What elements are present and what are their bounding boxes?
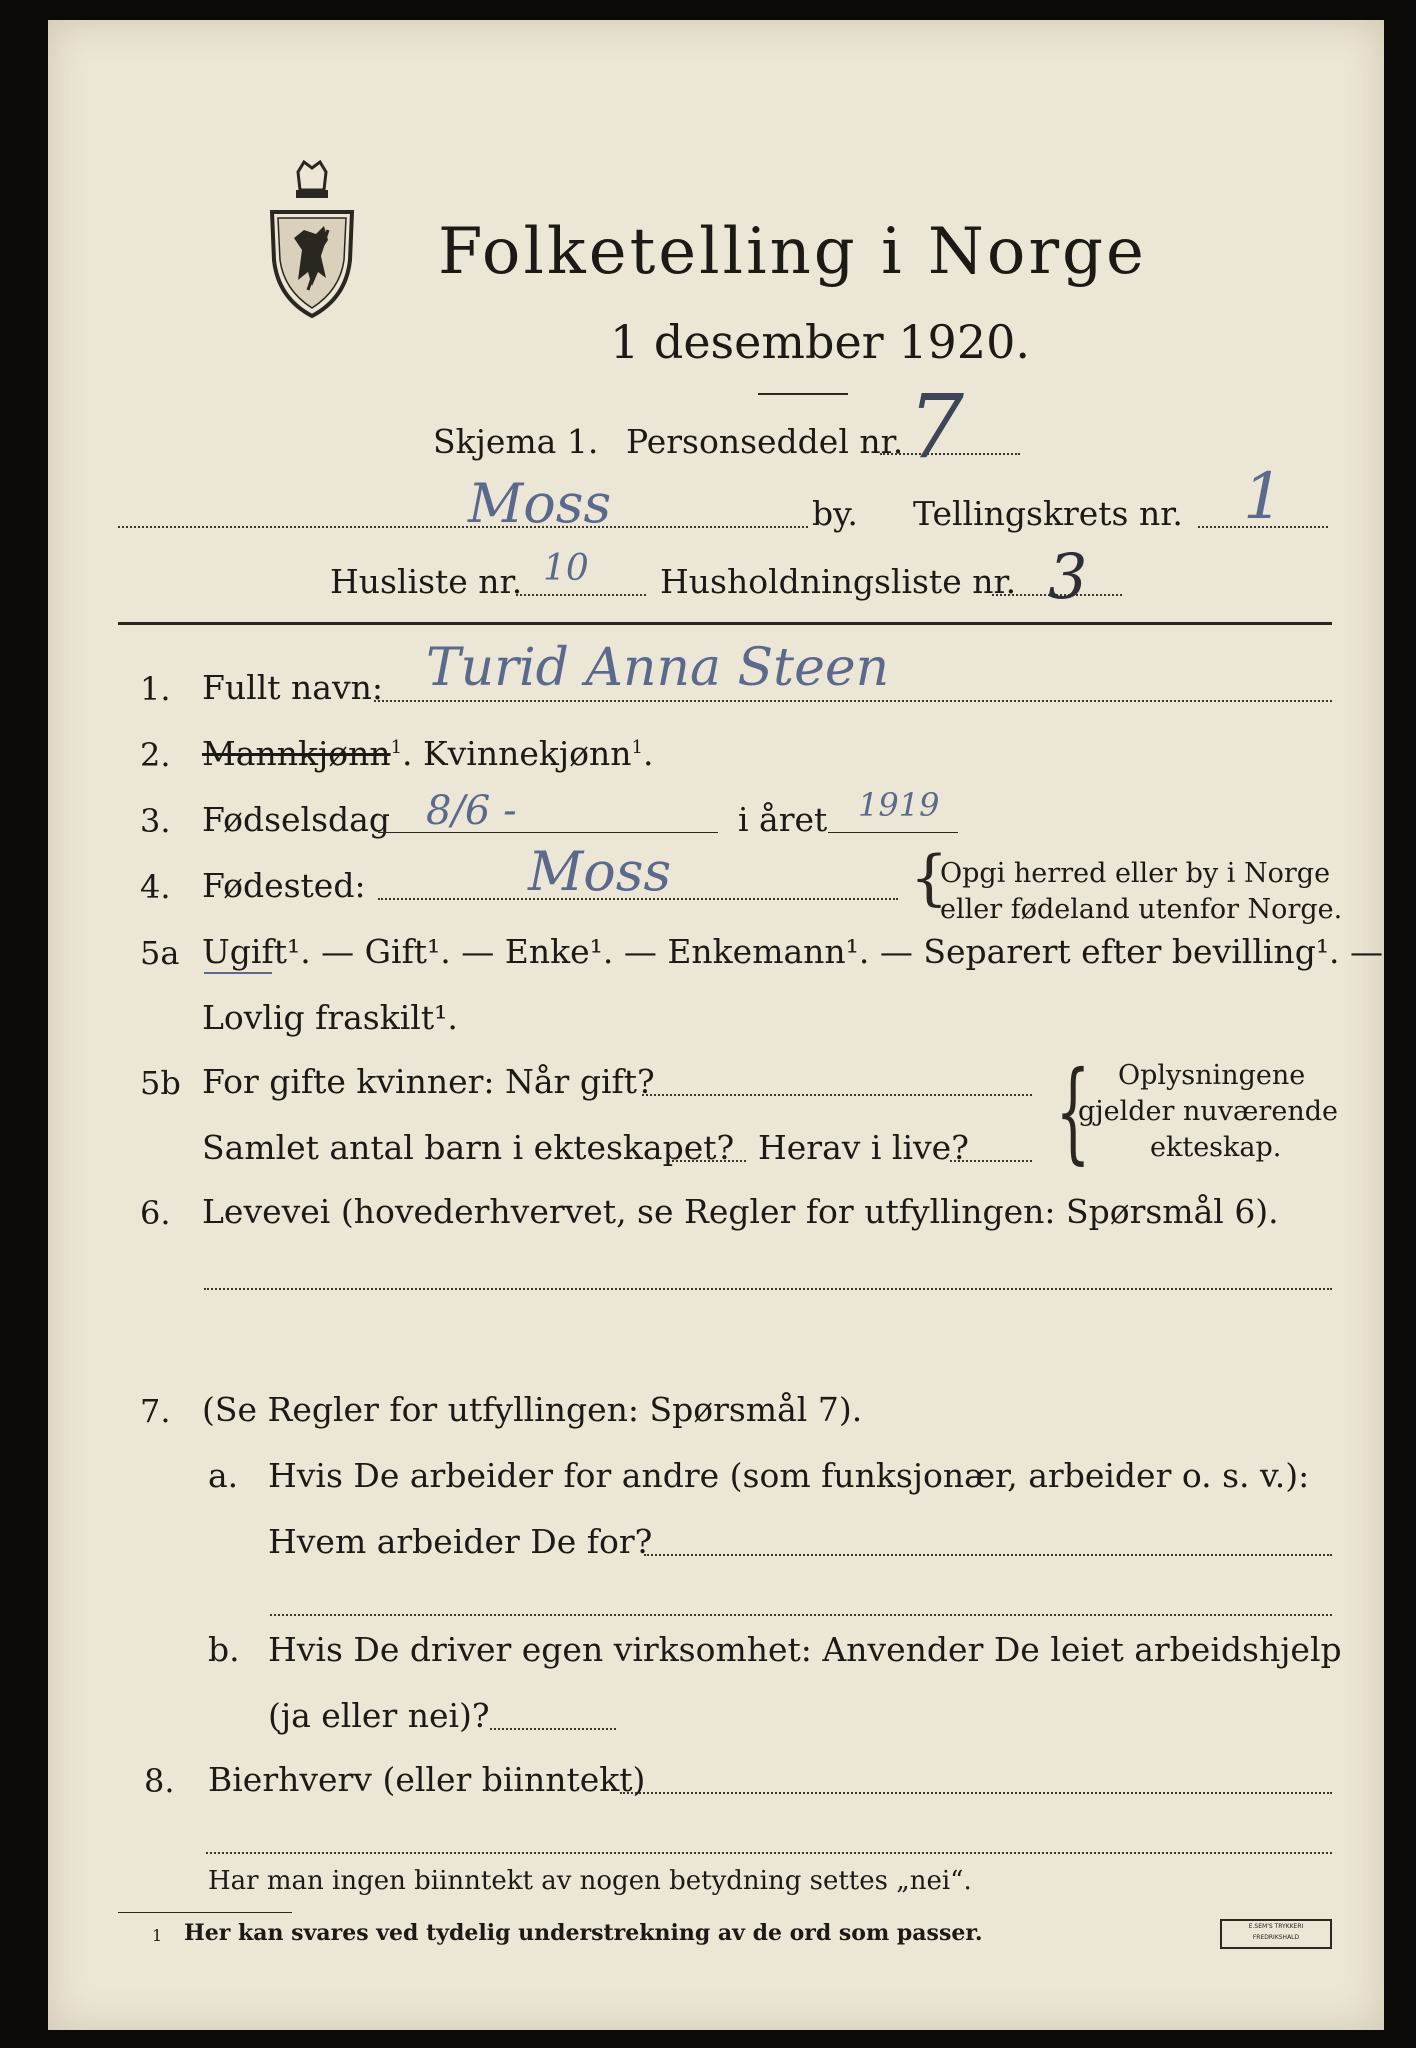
birthplace-note-2: eller fødeland utenfor Norge.: [940, 894, 1343, 925]
q5b-note-brace: {: [1055, 1047, 1091, 1175]
option-female[interactable]: Kvinnekjønn: [423, 734, 632, 773]
q7a-line1: Hvis De arbeider for andre (som funksjonær, arbeider o. s. v.):: [268, 1456, 1310, 1495]
city-field[interactable]: [118, 526, 808, 528]
q1-label: Fullt navn:: [202, 668, 383, 707]
full-name-field[interactable]: [374, 700, 1332, 702]
husliste-label: Husliste nr.: [330, 562, 523, 601]
census-date: 1 desember 1920.: [610, 315, 1030, 369]
q7a-letter: a.: [208, 1456, 239, 1495]
side-income-field-2[interactable]: [206, 1852, 1332, 1854]
printer-stamp: [1220, 1919, 1332, 1949]
marital-status-options-2[interactable]: Lovlig fraskilt¹.: [202, 998, 458, 1037]
q8-number: 8.: [144, 1762, 175, 1800]
q7b-line2: (ja eller nei)?: [268, 1696, 490, 1735]
q5b-number: 5b: [140, 1064, 181, 1102]
option-male[interactable]: Mannkjønn: [202, 734, 391, 773]
q5b-note-1: Oplysningene: [1118, 1060, 1306, 1091]
census-form-page: [48, 20, 1384, 2030]
birthplace-note-1: Opgi herred eller by i Norge: [940, 858, 1331, 889]
q5b-married-label: For gifte kvinner: Når gift?: [202, 1062, 655, 1101]
person-nr-value: 7: [908, 375, 964, 478]
q3-number: 3.: [140, 802, 171, 840]
q1-number: 1.: [140, 670, 171, 708]
children-count-field[interactable]: [668, 1160, 746, 1162]
q5a-number: 5a: [140, 934, 180, 972]
q7-number: 7.: [140, 1392, 171, 1430]
city-value: Moss: [468, 472, 612, 535]
married-date-field[interactable]: [642, 1094, 1032, 1096]
printer-line-2: FREDRIKSHALD: [1252, 1934, 1300, 1941]
printer-line-1: E.SEM'S TRYKKERI: [1248, 1923, 1304, 1930]
ugift-underline: [204, 972, 272, 974]
full-name-value: Turid Anna Steen: [426, 638, 890, 698]
q5b-note-3: ekteskap.: [1150, 1132, 1282, 1163]
q8-note: Har man ingen biinntekt av nogen betydning settes „nei“.: [208, 1866, 972, 1896]
birthplace-value: Moss: [528, 840, 672, 903]
form-title: Folketelling i Norge: [438, 215, 1147, 289]
q4-label: Fødested:: [202, 866, 366, 905]
schema-label: Skjema 1.: [433, 422, 599, 461]
person-label: Personseddel nr.: [626, 422, 904, 461]
header-rule: [118, 622, 1332, 625]
husliste-field[interactable]: [516, 594, 646, 596]
footnote-mark: 1: [152, 1926, 163, 1945]
by-label: by.: [812, 494, 858, 533]
q4-number: 4.: [140, 868, 171, 906]
q7b-letter: b.: [208, 1630, 240, 1669]
tellingskrets-label: Tellingskrets nr.: [913, 494, 1183, 533]
q7b-line1: Hvis De driver egen virksomhet: Anvender De leiet arbeidshjelp: [268, 1630, 1342, 1669]
q3-label: Fødselsdag: [202, 800, 390, 839]
year-label: i året: [738, 800, 828, 839]
husholdning-value: 3: [1048, 540, 1088, 613]
tellingskrets-value: 1: [1243, 460, 1284, 534]
husliste-value: 10: [543, 548, 589, 589]
side-income-field[interactable]: [620, 1792, 1332, 1794]
q7a-line2: Hvem arbeider De for?: [268, 1522, 653, 1561]
occupation-field[interactable]: [204, 1288, 1332, 1290]
husholdning-label: Husholdningsliste nr.: [660, 562, 1017, 601]
q7-label: (Se Regler for utfyllingen: Spørsmål 7).: [202, 1390, 863, 1429]
birthday-value: 8/6 -: [426, 788, 517, 834]
q6-number: 6.: [140, 1194, 171, 1232]
q2-number: 2.: [140, 736, 171, 774]
footnote-text: Her kan svares ved tydelig understrekning av de ord som passer.: [184, 1920, 983, 1946]
employer-field-2[interactable]: [270, 1614, 1332, 1616]
q5b-alive-label: Herav i live?: [758, 1128, 969, 1167]
q6-label: Levevei (hovederhvervet, se Regler for utfyllingen: Spørsmål 6).: [202, 1192, 1279, 1231]
q2-gender-options: Mannkjønn$^1$. Kvinnekjønn$^1$.: [202, 734, 654, 773]
birthplace-note-brace: {: [910, 843, 949, 913]
employer-field[interactable]: [644, 1554, 1332, 1556]
norway-coat-of-arms-icon: [268, 160, 356, 320]
marital-status-options[interactable]: Ugift¹. — Gift¹. — Enke¹. — Enkemann¹. — Separert efter bevilling¹. —: [202, 932, 1384, 971]
birth-year-field[interactable]: [828, 832, 958, 833]
q5b-note-2: gjelder nuværende: [1078, 1096, 1338, 1127]
children-alive-field[interactable]: [950, 1160, 1032, 1162]
footnote-rule: [118, 1912, 292, 1913]
birth-year-value: 1919: [858, 786, 940, 824]
q8-label: Bierhverv (eller biinntekt): [208, 1760, 646, 1799]
hired-help-field[interactable]: [490, 1728, 616, 1730]
title-divider: [758, 393, 848, 395]
q5b-children-label: Samlet antal barn i ekteskapet?: [202, 1128, 735, 1167]
